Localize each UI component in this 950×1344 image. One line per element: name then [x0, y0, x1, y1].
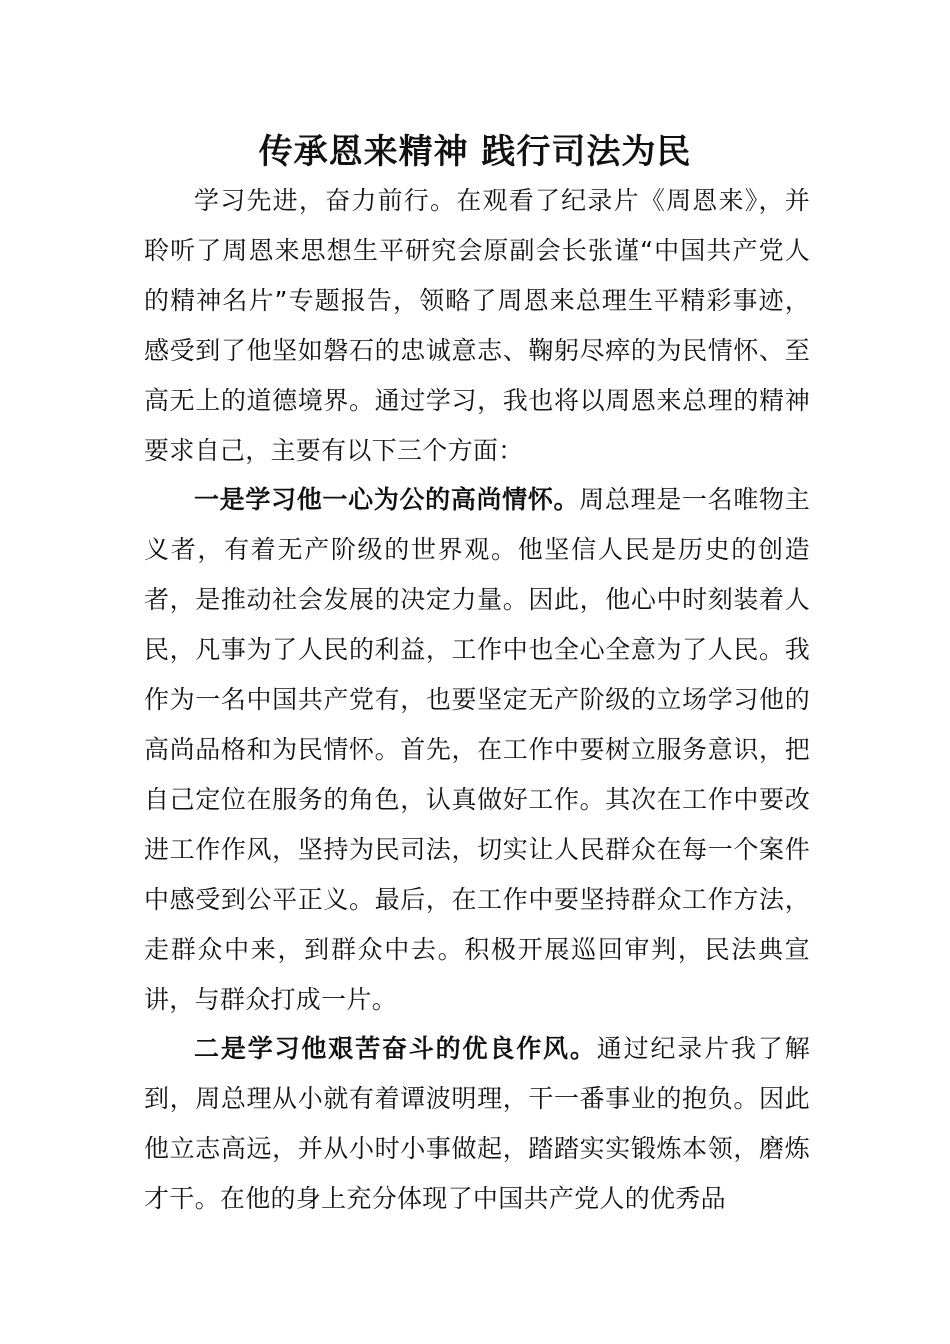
paragraph-point-one: [144, 475, 810, 1024]
paragraph-intro: [144, 176, 810, 475]
paragraph-text: 学习先进，奋力前行。在观看了纪录片《周恩来》，并聆听了周恩来思想生平研究会原副会长张谨“中国共产党人的精神名片”专题报告，领略了周恩来总理生平精彩事迹，感受到了他坚如磐石的忠诚意志、鞠躬尽瘁的为民情怀、至高无上的道德境界。通过学习，我也将以周恩来总理的精神要求自己，主要有以下三个方面：: [144, 186, 810, 465]
paragraph-text: 周总理是一名唯物主义者，有着无产阶级的世界观。他坚信人民是历史的创造者，是推动社会发展的决定力量。因此，他心中时刻装着人民，凡事为了人民的利益，工作中也全心全意为了人民。我作为一名中国共产党有，也要坚定无产阶级的立场学习他的高尚品格和为民情怀。首先，在工作中要树立服务意识，把自己定位在服务的角色，认真做好工作。其次在工作中要改进工作作风，坚持为民司法，切实让人民群众在每一个案件中感受到公平正义。最后，在工作中要坚持群众工作方法，走群众中来，到群众中去。积极开展巡回审判，民法典宣讲，与群众打成一片。: [144, 485, 810, 1014]
document-body: [144, 176, 810, 1224]
paragraph-text: 通过纪录片我了解到，周总理从小就有着谭波明理，干一番事业的抱负。因此他立志高远，并从小时小事做起，踏踏实实锻炼本领，磨炼才干。在他的身上充分体现了中国共产党人的优秀品: [144, 1034, 810, 1214]
paragraph-point-two: [144, 1024, 810, 1224]
paragraph-lead: 一是学习他一心为公的高尚情怀。: [194, 485, 580, 515]
document-title: 传承恩来精神 践行司法为民: [258, 132, 692, 172]
paragraph-lead: 二是学习他艰苦奋斗的优良作风。: [194, 1034, 597, 1064]
